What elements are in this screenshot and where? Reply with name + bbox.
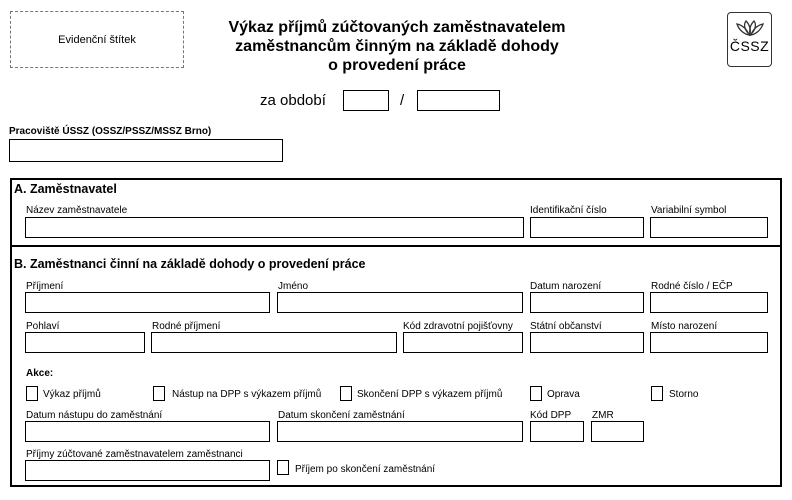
birth-number-label: Rodné číslo / EČP bbox=[651, 281, 733, 292]
action-end-dpp-checkbox[interactable] bbox=[340, 386, 352, 401]
birth-date-field[interactable] bbox=[530, 292, 644, 313]
id-number-field[interactable] bbox=[530, 217, 644, 238]
insurer-code-field[interactable] bbox=[403, 332, 523, 353]
dpp-code-field[interactable] bbox=[530, 421, 584, 442]
maiden-name-label: Rodné příjmení bbox=[152, 321, 221, 332]
income-field[interactable] bbox=[25, 460, 270, 481]
section-a-title: A. Zaměstnavatel bbox=[14, 182, 117, 196]
start-date-field[interactable] bbox=[25, 421, 270, 442]
logo-text: ČSSZ bbox=[729, 38, 770, 54]
action-correction-checkbox[interactable] bbox=[530, 386, 542, 401]
employer-name-label: Název zaměstnavatele bbox=[26, 205, 128, 216]
period-label: za období bbox=[260, 92, 326, 109]
actions-label: Akce: bbox=[26, 368, 54, 379]
surname-field[interactable] bbox=[25, 292, 270, 313]
gender-field[interactable] bbox=[25, 332, 145, 353]
cssz-logo bbox=[727, 12, 772, 67]
birth-date-label: Datum narození bbox=[530, 281, 602, 292]
id-number-label: Identifikační číslo bbox=[530, 205, 607, 216]
citizenship-label: Státní občanství bbox=[530, 321, 602, 332]
zmr-label: ZMR bbox=[592, 410, 614, 421]
action-correction-label: Oprava bbox=[547, 389, 580, 400]
income-label: Příjmy zúčtované zaměstnavatelem zaměstnanci bbox=[26, 449, 243, 460]
form-title-line-2: zaměstnancům činným na základě dohody bbox=[235, 38, 559, 55]
birth-place-label: Místo narození bbox=[651, 321, 718, 332]
income-after-end-checkbox[interactable] bbox=[277, 460, 289, 475]
start-date-label: Datum nástupu do zaměstnání bbox=[26, 410, 163, 421]
action-income-report-label: Výkaz příjmů bbox=[43, 389, 101, 400]
form-title-line-3: o provedení práce bbox=[328, 57, 466, 74]
action-cancel-label: Storno bbox=[669, 389, 699, 400]
end-date-field[interactable] bbox=[277, 421, 523, 442]
period-month-field[interactable] bbox=[343, 90, 389, 111]
insurer-code-label: Kód zdravotní pojišťovny bbox=[403, 321, 513, 332]
period-separator: / bbox=[400, 92, 405, 109]
gender-label: Pohlaví bbox=[26, 321, 60, 332]
office-field[interactable] bbox=[9, 139, 283, 162]
end-date-label: Datum skončení zaměstnání bbox=[278, 410, 405, 421]
action-income-report-checkbox[interactable] bbox=[26, 386, 38, 401]
first-name-field[interactable] bbox=[277, 292, 523, 313]
maiden-name-field[interactable] bbox=[151, 332, 397, 353]
employer-name-field[interactable] bbox=[25, 217, 524, 238]
section-b-title: B. Zaměstnanci činní na základě dohody o provedení práce bbox=[14, 257, 366, 271]
cssz-leaves-icon bbox=[735, 19, 765, 37]
surname-label: Příjmení bbox=[26, 281, 64, 292]
variable-symbol-field[interactable] bbox=[650, 217, 768, 238]
birth-place-field[interactable] bbox=[650, 332, 768, 353]
dpp-code-label: Kód DPP bbox=[530, 410, 572, 421]
action-start-dpp-label: Nástup na DPP s výkazem příjmů bbox=[172, 389, 322, 400]
registration-label-box bbox=[10, 11, 184, 68]
office-label: Pracoviště ÚSSZ (OSSZ/PSSZ/MSSZ Brno) bbox=[9, 126, 212, 137]
registration-label-text: Evidenční štítek bbox=[58, 33, 136, 46]
variable-symbol-label: Variabilní symbol bbox=[651, 205, 727, 216]
citizenship-field[interactable] bbox=[530, 332, 644, 353]
period-year-field[interactable] bbox=[417, 90, 500, 111]
first-name-label: Jméno bbox=[278, 281, 309, 292]
form-title-line-1: Výkaz příjmů zúčtovaných zaměstnavatelem bbox=[228, 19, 566, 36]
action-start-dpp-checkbox[interactable] bbox=[153, 386, 165, 401]
action-end-dpp-label: Skončení DPP s výkazem příjmů bbox=[357, 389, 503, 400]
form-title bbox=[190, 18, 604, 75]
zmr-field[interactable] bbox=[591, 421, 644, 442]
action-cancel-checkbox[interactable] bbox=[651, 386, 663, 401]
birth-number-field[interactable] bbox=[650, 292, 768, 313]
income-after-end-label: Příjem po skončení zaměstnání bbox=[295, 464, 436, 475]
